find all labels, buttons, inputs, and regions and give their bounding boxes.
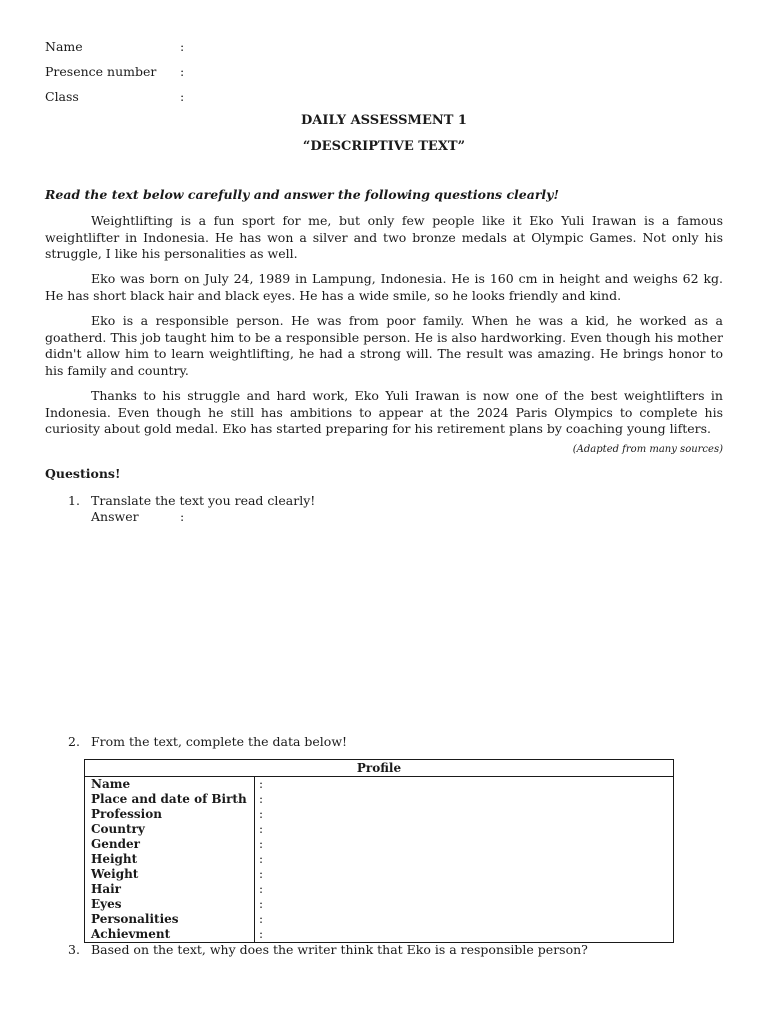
- profile-row-label: Weight: [85, 867, 255, 882]
- profile-row-value: :: [255, 852, 674, 867]
- question-3-number: 3.: [68, 942, 80, 957]
- profile-row-value: :: [255, 777, 674, 793]
- presence-number-field-colon: :: [180, 64, 185, 79]
- reading-paragraph-1: Weightlifting is a fun sport for me, but only few people like it Eko Yuli Irawan is a famous weightlifter in Indonesia. He has won a silver and two bronze medals at Olympic Games. Not only his struggle, I like his personalities as well.: [45, 213, 723, 261]
- profile-table: [84, 759, 674, 943]
- question-2-number: 2.: [68, 734, 80, 749]
- question-2-text: From the text, complete the data below!: [91, 734, 348, 749]
- name-field-label: Name: [45, 39, 83, 54]
- instruction-text: Read the text below carefully and answer the following questions clearly!: [45, 187, 559, 202]
- profile-row-label: Hair: [85, 882, 255, 897]
- table-row: [85, 912, 674, 927]
- class-field-colon: :: [180, 89, 185, 104]
- question-1-text: Translate the text you read clearly!: [91, 493, 316, 508]
- profile-row-label: Profession: [85, 807, 255, 822]
- profile-row-value: :: [255, 867, 674, 882]
- profile-row-label: Place and date of Birth: [85, 792, 255, 807]
- profile-row-value: :: [255, 837, 674, 852]
- profile-row-label: Achievment: [85, 927, 255, 943]
- profile-row-value: :: [255, 807, 674, 822]
- profile-row-label: Height: [85, 852, 255, 867]
- reading-paragraph-4: Thanks to his struggle and hard work, Eko Yuli Irawan is now one of the best weightlifters in Indonesia. Even though he still has ambitions to appear at the 2024 Paris Olympics to complete his curiosity about gold medal. Eko has started preparing for his retirement plans by coaching young lifters.: [45, 388, 723, 436]
- table-row: [85, 927, 674, 943]
- profile-row-value: :: [255, 882, 674, 897]
- profile-row-value: :: [255, 822, 674, 837]
- profile-row-label: Personalities: [85, 912, 255, 927]
- table-row: [85, 777, 674, 793]
- profile-row-value: :: [255, 927, 674, 943]
- question-1-number: 1.: [68, 493, 80, 508]
- profile-row-value: :: [255, 792, 674, 807]
- page-subtitle: “DESCRIPTIVE TEXT”: [302, 139, 466, 154]
- table-row: [85, 852, 674, 867]
- table-row: [85, 807, 674, 822]
- answer-label: Answer: [91, 509, 139, 524]
- name-field-colon: :: [180, 39, 185, 54]
- profile-table-header: Profile: [85, 760, 674, 777]
- page-title: DAILY ASSESSMENT 1: [301, 113, 467, 128]
- reading-paragraph-3: Eko is a responsible person. He was from poor family. When he was a kid, he worked as a goatherd. This job taught him to be a responsible person. He is also hardworking. Even though his mother didn't allow him to learn weightlifting, he had a strong will. The result was amazing. He brings honor to his family and country.: [45, 313, 723, 378]
- questions-heading: Questions!: [45, 466, 121, 481]
- table-row: [85, 867, 674, 882]
- class-field-label: Class: [45, 89, 79, 104]
- answer-colon: :: [180, 509, 185, 524]
- profile-row-label: Country: [85, 822, 255, 837]
- table-row: [85, 792, 674, 807]
- table-row: [85, 897, 674, 912]
- profile-row-value: :: [255, 897, 674, 912]
- reading-paragraph-2: Eko was born on July 24, 1989 in Lampung, Indonesia. He is 160 cm in height and weighs 62 kg. He has short black hair and black eyes. He has a wide smile, so he looks friendly and kind.: [45, 271, 723, 303]
- table-row: [85, 837, 674, 852]
- presence-number-field-label: Presence number: [45, 64, 157, 79]
- profile-row-label: Eyes: [85, 897, 255, 912]
- profile-row-label: Gender: [85, 837, 255, 852]
- question-3-text: Based on the text, why does the writer think that Eko is a responsible person?: [91, 942, 588, 957]
- table-row: [85, 882, 674, 897]
- table-row: [85, 822, 674, 837]
- profile-row-value: :: [255, 912, 674, 927]
- profile-row-label: Name: [85, 777, 255, 793]
- source-note: (Adapted from many sources): [572, 444, 723, 455]
